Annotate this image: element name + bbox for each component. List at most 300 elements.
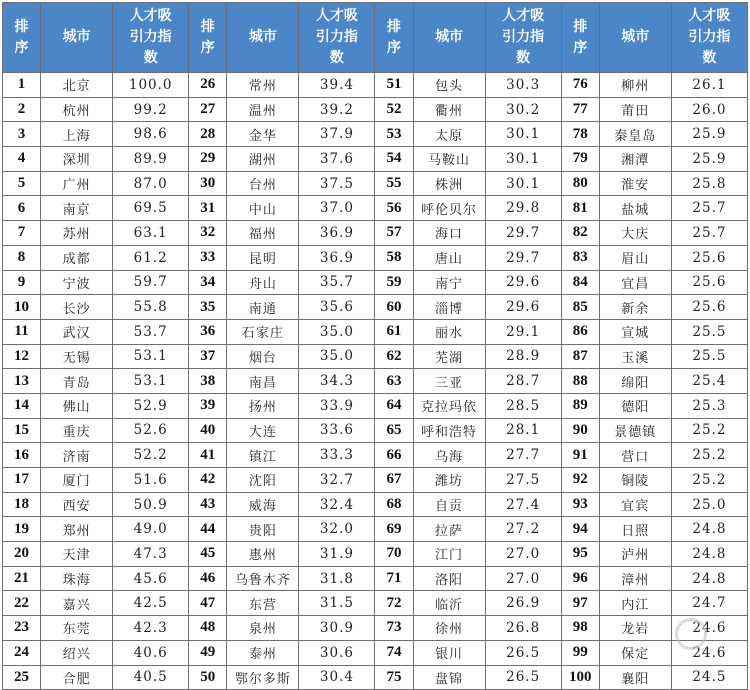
index-cell: 25.3: [671, 393, 747, 418]
city-cell: 常州: [227, 73, 299, 98]
rank-cell: 68: [375, 492, 413, 517]
table-row: [3, 468, 748, 493]
rank-cell: 56: [375, 196, 413, 221]
rank-cell: 70: [375, 542, 413, 567]
table-row: [3, 665, 748, 690]
index-cell: 28.1: [485, 418, 561, 443]
city-cell: 西安: [41, 492, 113, 517]
index-cell: 52.6: [113, 418, 189, 443]
rank-header: 排序: [375, 3, 413, 73]
city-cell: 铜陵: [599, 468, 671, 493]
index-cell: 55.8: [113, 295, 189, 320]
index-cell: 25.6: [671, 245, 747, 270]
rank-cell: 19: [3, 517, 41, 542]
rank-cell: 83: [561, 245, 599, 270]
table-row: [3, 393, 748, 418]
city-cell: 株洲: [413, 171, 485, 196]
city-cell: 台州: [227, 171, 299, 196]
rank-cell: 64: [375, 393, 413, 418]
index-cell: 26.5: [485, 640, 561, 665]
city-cell: 洛阳: [413, 566, 485, 591]
index-cell: 30.4: [299, 665, 375, 690]
rank-cell: 86: [561, 319, 599, 344]
index-cell: 27.2: [485, 517, 561, 542]
rank-cell: 46: [189, 566, 227, 591]
index-cell: 26.0: [671, 97, 747, 122]
city-cell: 襄阳: [599, 665, 671, 690]
city-cell: 杭州: [41, 97, 113, 122]
rank-cell: 80: [561, 171, 599, 196]
city-cell: 太原: [413, 122, 485, 147]
rank-cell: 55: [375, 171, 413, 196]
rank-cell: 91: [561, 443, 599, 468]
city-cell: 江门: [413, 542, 485, 567]
rank-cell: 95: [561, 542, 599, 567]
city-cell: 秦皇岛: [599, 122, 671, 147]
city-cell: 惠州: [227, 542, 299, 567]
rank-cell: 31: [189, 196, 227, 221]
city-cell: 宜昌: [599, 270, 671, 295]
index-cell: 26.5: [485, 665, 561, 690]
rank-cell: 94: [561, 517, 599, 542]
index-cell: 29.6: [485, 295, 561, 320]
city-cell: 福州: [227, 221, 299, 246]
index-cell: 35.0: [299, 319, 375, 344]
city-cell: 大连: [227, 418, 299, 443]
index-cell: 28.9: [485, 344, 561, 369]
table-row: [3, 295, 748, 320]
city-cell: 克拉玛依: [413, 393, 485, 418]
rank-cell: 12: [3, 344, 41, 369]
rank-cell: 30: [189, 171, 227, 196]
rank-cell: 48: [189, 616, 227, 641]
index-cell: 25.5: [671, 344, 747, 369]
table-row: [3, 147, 748, 172]
city-cell: 玉溪: [599, 344, 671, 369]
rank-cell: 67: [375, 468, 413, 493]
table-row: [3, 418, 748, 443]
index-cell: 31.9: [299, 542, 375, 567]
city-cell: 扬州: [227, 393, 299, 418]
index-cell: 52.2: [113, 443, 189, 468]
rank-cell: 40: [189, 418, 227, 443]
rank-cell: 76: [561, 73, 599, 98]
index-cell: 45.6: [113, 566, 189, 591]
rank-cell: 26: [189, 73, 227, 98]
city-cell: 营口: [599, 443, 671, 468]
table-row: [3, 517, 748, 542]
index-cell: 33.3: [299, 443, 375, 468]
rank-cell: 15: [3, 418, 41, 443]
index-cell: 26.1: [671, 73, 747, 98]
index-cell: 25.2: [671, 468, 747, 493]
index-cell: 25.4: [671, 369, 747, 394]
city-cell: 眉山: [599, 245, 671, 270]
city-cell: 呼伦贝尔: [413, 196, 485, 221]
city-cell: 芜湖: [413, 344, 485, 369]
city-cell: 南宁: [413, 270, 485, 295]
rank-cell: 16: [3, 443, 41, 468]
index-cell: 28.7: [485, 369, 561, 394]
city-cell: 济南: [41, 443, 113, 468]
table-body: [3, 73, 748, 690]
city-cell: 北京: [41, 73, 113, 98]
index-cell: 37.0: [299, 196, 375, 221]
table-row: [3, 443, 748, 468]
rank-cell: 99: [561, 640, 599, 665]
rank-cell: 9: [3, 270, 41, 295]
table-row: [3, 73, 748, 98]
rank-cell: 47: [189, 591, 227, 616]
index-cell: 30.6: [299, 640, 375, 665]
city-cell: 长沙: [41, 295, 113, 320]
index-cell: 37.5: [299, 171, 375, 196]
index-cell: 32.7: [299, 468, 375, 493]
rank-cell: 29: [189, 147, 227, 172]
rank-cell: 98: [561, 616, 599, 641]
rank-cell: 79: [561, 147, 599, 172]
rank-cell: 57: [375, 221, 413, 246]
city-cell: 舟山: [227, 270, 299, 295]
index-cell: 26.8: [485, 616, 561, 641]
city-header: 城市: [227, 3, 299, 73]
index-cell: 63.1: [113, 221, 189, 246]
city-cell: 泰州: [227, 640, 299, 665]
rank-cell: 8: [3, 245, 41, 270]
table-row: [3, 319, 748, 344]
index-header: 人才吸引力指数: [485, 3, 561, 73]
city-cell: 昆明: [227, 245, 299, 270]
index-cell: 35.0: [299, 344, 375, 369]
city-cell: 丽水: [413, 319, 485, 344]
rank-cell: 49: [189, 640, 227, 665]
rank-cell: 14: [3, 393, 41, 418]
city-cell: 东莞: [41, 616, 113, 641]
city-cell: 贵阳: [227, 517, 299, 542]
city-cell: 乌鲁木齐: [227, 566, 299, 591]
rank-cell: 2: [3, 97, 41, 122]
city-cell: 绍兴: [41, 640, 113, 665]
rank-cell: 35: [189, 295, 227, 320]
index-cell: 27.4: [485, 492, 561, 517]
index-cell: 27.5: [485, 468, 561, 493]
index-cell: 30.3: [485, 73, 561, 98]
index-cell: 24.6: [671, 640, 747, 665]
city-cell: 镇江: [227, 443, 299, 468]
table-row: [3, 492, 748, 517]
city-cell: 苏州: [41, 221, 113, 246]
rank-cell: 53: [375, 122, 413, 147]
rank-cell: 51: [375, 73, 413, 98]
rank-cell: 65: [375, 418, 413, 443]
index-cell: 27.7: [485, 443, 561, 468]
rank-cell: 32: [189, 221, 227, 246]
rank-cell: 7: [3, 221, 41, 246]
rank-cell: 33: [189, 245, 227, 270]
rank-cell: 62: [375, 344, 413, 369]
city-cell: 珠海: [41, 566, 113, 591]
index-cell: 42.3: [113, 616, 189, 641]
index-cell: 98.6: [113, 122, 189, 147]
index-cell: 59.7: [113, 270, 189, 295]
city-cell: 盐城: [599, 196, 671, 221]
city-cell: 温州: [227, 97, 299, 122]
rank-cell: 44: [189, 517, 227, 542]
index-cell: 27.0: [485, 566, 561, 591]
rank-cell: 88: [561, 369, 599, 394]
rank-cell: 100: [561, 665, 599, 690]
index-cell: 24.7: [671, 591, 747, 616]
table-row: [3, 616, 748, 641]
rank-cell: 3: [3, 122, 41, 147]
rank-cell: 89: [561, 393, 599, 418]
city-cell: 佛山: [41, 393, 113, 418]
index-cell: 35.7: [299, 270, 375, 295]
rank-cell: 42: [189, 468, 227, 493]
index-cell: 52.9: [113, 393, 189, 418]
city-cell: 三亚: [413, 369, 485, 394]
city-cell: 泸州: [599, 542, 671, 567]
index-cell: 100.0: [113, 73, 189, 98]
city-cell: 成都: [41, 245, 113, 270]
index-cell: 39.2: [299, 97, 375, 122]
rank-cell: 38: [189, 369, 227, 394]
rank-cell: 43: [189, 492, 227, 517]
city-cell: 广州: [41, 171, 113, 196]
city-header: 城市: [41, 3, 113, 73]
rank-cell: 96: [561, 566, 599, 591]
index-cell: 25.9: [671, 147, 747, 172]
rank-cell: 85: [561, 295, 599, 320]
city-cell: 南京: [41, 196, 113, 221]
index-cell: 25.7: [671, 196, 747, 221]
city-cell: 上海: [41, 122, 113, 147]
rank-cell: 81: [561, 196, 599, 221]
rank-cell: 59: [375, 270, 413, 295]
rank-cell: 18: [3, 492, 41, 517]
city-cell: 自贡: [413, 492, 485, 517]
rank-cell: 97: [561, 591, 599, 616]
city-cell: 南昌: [227, 369, 299, 394]
index-cell: 29.7: [485, 245, 561, 270]
city-cell: 石家庄: [227, 319, 299, 344]
index-cell: 27.0: [485, 542, 561, 567]
rank-cell: 52: [375, 97, 413, 122]
rank-cell: 37: [189, 344, 227, 369]
city-cell: 衢州: [413, 97, 485, 122]
table-row: [3, 344, 748, 369]
index-cell: 25.2: [671, 443, 747, 468]
index-cell: 25.6: [671, 295, 747, 320]
rank-cell: 22: [3, 591, 41, 616]
index-cell: 29.8: [485, 196, 561, 221]
table-row: [3, 542, 748, 567]
index-header: 人才吸引力指数: [299, 3, 375, 73]
index-cell: 47.3: [113, 542, 189, 567]
table-row: [3, 270, 748, 295]
rank-cell: 71: [375, 566, 413, 591]
index-cell: 33.9: [299, 393, 375, 418]
rank-cell: 13: [3, 369, 41, 394]
rank-cell: 11: [3, 319, 41, 344]
rank-cell: 23: [3, 616, 41, 641]
table-row: [3, 221, 748, 246]
city-cell: 天津: [41, 542, 113, 567]
index-cell: 24.8: [671, 542, 747, 567]
table-row: [3, 122, 748, 147]
index-cell: 29.1: [485, 319, 561, 344]
city-cell: 南通: [227, 295, 299, 320]
city-cell: 海口: [413, 221, 485, 246]
city-cell: 厦门: [41, 468, 113, 493]
index-cell: 24.6: [671, 616, 747, 641]
index-cell: 30.2: [485, 97, 561, 122]
city-cell: 深圳: [41, 147, 113, 172]
city-cell: 嘉兴: [41, 591, 113, 616]
index-cell: 32.0: [299, 517, 375, 542]
index-cell: 36.9: [299, 245, 375, 270]
index-cell: 53.1: [113, 369, 189, 394]
city-header: 城市: [413, 3, 485, 73]
rank-header: 排序: [3, 3, 41, 73]
table-row: [3, 196, 748, 221]
rank-cell: 90: [561, 418, 599, 443]
index-cell: 40.6: [113, 640, 189, 665]
rank-cell: 27: [189, 97, 227, 122]
index-cell: 31.8: [299, 566, 375, 591]
city-cell: 无锡: [41, 344, 113, 369]
city-cell: 淄博: [413, 295, 485, 320]
rank-cell: 34: [189, 270, 227, 295]
city-cell: 徐州: [413, 616, 485, 641]
table-row: [3, 566, 748, 591]
rank-cell: 87: [561, 344, 599, 369]
index-cell: 30.1: [485, 147, 561, 172]
index-cell: 87.0: [113, 171, 189, 196]
city-cell: 宁波: [41, 270, 113, 295]
city-cell: 盘锦: [413, 665, 485, 690]
rank-cell: 69: [375, 517, 413, 542]
index-cell: 30.1: [485, 171, 561, 196]
index-cell: 69.5: [113, 196, 189, 221]
city-cell: 大庆: [599, 221, 671, 246]
rank-cell: 60: [375, 295, 413, 320]
city-cell: 重庆: [41, 418, 113, 443]
index-cell: 53.7: [113, 319, 189, 344]
table-row: [3, 369, 748, 394]
index-cell: 29.6: [485, 270, 561, 295]
city-cell: 乌海: [413, 443, 485, 468]
index-cell: 51.6: [113, 468, 189, 493]
city-cell: 呼和浩特: [413, 418, 485, 443]
rank-cell: 66: [375, 443, 413, 468]
rank-cell: 45: [189, 542, 227, 567]
index-cell: 30.9: [299, 616, 375, 641]
city-header: 城市: [599, 3, 671, 73]
talent-attraction-table: [2, 2, 748, 690]
city-cell: 拉萨: [413, 517, 485, 542]
index-cell: 25.6: [671, 270, 747, 295]
index-cell: 37.6: [299, 147, 375, 172]
city-cell: 东营: [227, 591, 299, 616]
index-cell: 25.7: [671, 221, 747, 246]
index-header: 人才吸引力指数: [671, 3, 747, 73]
rank-cell: 24: [3, 640, 41, 665]
rank-cell: 5: [3, 171, 41, 196]
rank-header: 排序: [561, 3, 599, 73]
city-cell: 宜宾: [599, 492, 671, 517]
rank-cell: 20: [3, 542, 41, 567]
city-cell: 包头: [413, 73, 485, 98]
city-cell: 金华: [227, 122, 299, 147]
rank-header: 排序: [189, 3, 227, 73]
city-cell: 武汉: [41, 319, 113, 344]
index-cell: 61.2: [113, 245, 189, 270]
index-cell: 31.5: [299, 591, 375, 616]
index-cell: 24.5: [671, 665, 747, 690]
city-cell: 莆田: [599, 97, 671, 122]
city-cell: 新余: [599, 295, 671, 320]
rank-cell: 39: [189, 393, 227, 418]
city-cell: 鄂尔多斯: [227, 665, 299, 690]
rank-cell: 82: [561, 221, 599, 246]
index-cell: 25.2: [671, 418, 747, 443]
rank-cell: 92: [561, 468, 599, 493]
index-cell: 36.9: [299, 221, 375, 246]
city-cell: 湖州: [227, 147, 299, 172]
index-cell: 40.5: [113, 665, 189, 690]
table-row: [3, 171, 748, 196]
city-cell: 龙岩: [599, 616, 671, 641]
city-cell: 漳州: [599, 566, 671, 591]
index-cell: 29.7: [485, 221, 561, 246]
city-cell: 威海: [227, 492, 299, 517]
table-row: [3, 591, 748, 616]
city-cell: 银川: [413, 640, 485, 665]
header-row: [3, 3, 748, 73]
city-cell: 马鞍山: [413, 147, 485, 172]
city-cell: 宣城: [599, 319, 671, 344]
city-cell: 青岛: [41, 369, 113, 394]
city-cell: 日照: [599, 517, 671, 542]
city-cell: 内江: [599, 591, 671, 616]
city-cell: 中山: [227, 196, 299, 221]
rank-cell: 36: [189, 319, 227, 344]
city-cell: 淮安: [599, 171, 671, 196]
rank-cell: 50: [189, 665, 227, 690]
rank-cell: 1: [3, 73, 41, 98]
table-row: [3, 245, 748, 270]
rank-cell: 72: [375, 591, 413, 616]
index-cell: 24.8: [671, 566, 747, 591]
rank-cell: 77: [561, 97, 599, 122]
rank-cell: 74: [375, 640, 413, 665]
index-cell: 42.5: [113, 591, 189, 616]
city-cell: 唐山: [413, 245, 485, 270]
index-cell: 49.0: [113, 517, 189, 542]
index-cell: 89.9: [113, 147, 189, 172]
index-cell: 99.2: [113, 97, 189, 122]
city-cell: 泉州: [227, 616, 299, 641]
index-cell: 30.1: [485, 122, 561, 147]
rank-cell: 75: [375, 665, 413, 690]
index-cell: 25.0: [671, 492, 747, 517]
rank-cell: 21: [3, 566, 41, 591]
index-cell: 25.5: [671, 319, 747, 344]
index-cell: 24.8: [671, 517, 747, 542]
index-cell: 25.8: [671, 171, 747, 196]
index-cell: 53.1: [113, 344, 189, 369]
